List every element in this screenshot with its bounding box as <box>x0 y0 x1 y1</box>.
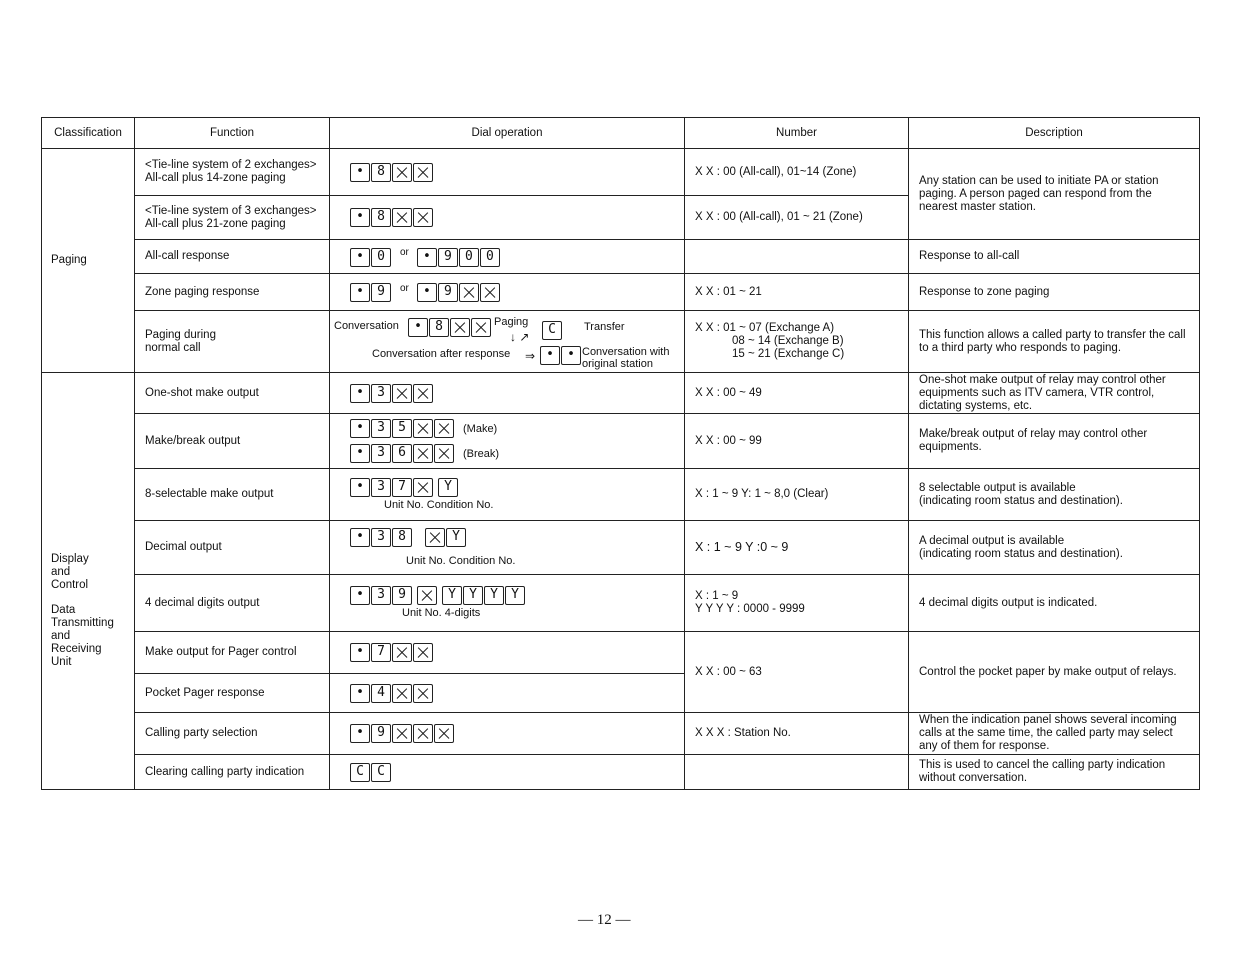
key-x <box>471 318 491 337</box>
header-row <box>42 118 1200 149</box>
description-cell: Response to all-call <box>909 240 1200 274</box>
function-cell: <Tie-line system of 3 exchanges> All-call plus 21-zone paging <box>135 196 330 240</box>
number-cell: X X : 00 ~ 63 <box>685 632 909 713</box>
header-function: Function <box>135 118 330 149</box>
key-8: 8 <box>429 318 449 337</box>
key-x <box>413 478 433 497</box>
table-row <box>42 414 1200 469</box>
key-y: Y <box>463 586 483 605</box>
key-7: 7 <box>392 478 412 497</box>
function-cell: Make output for Pager control <box>135 632 330 674</box>
key-dot: • <box>350 586 370 605</box>
table-row <box>42 373 1200 414</box>
function-cell: Calling party selection <box>135 713 330 755</box>
key-9: 9 <box>392 586 412 605</box>
dial-cell <box>330 373 685 414</box>
key-c: C <box>371 763 391 782</box>
key-y: Y <box>438 478 458 497</box>
key-x <box>392 643 412 662</box>
function-cell: 4 decimal digits output <box>135 575 330 632</box>
function-table <box>41 117 1200 790</box>
header-number: Number <box>685 118 909 149</box>
dial-cell <box>330 755 685 790</box>
description-cell: When the indication panel shows several incoming calls at the same time, the called party may select any of them for response. <box>909 713 1200 755</box>
description-cell: A decimal output is available (indicating room status and destination). <box>909 521 1200 575</box>
key-y: Y <box>446 528 466 547</box>
or-label: or <box>400 282 409 294</box>
key-9: 9 <box>371 724 391 743</box>
number-cell: X X : 00 ~ 99 <box>685 414 909 469</box>
transfer-diagram: Conversation • 8 Paging ↓ ↗ C Transfer Conversation after response ⇒ • • Conversation with original station <box>334 315 670 370</box>
key-x <box>417 586 437 605</box>
key-dot: • <box>350 163 370 182</box>
key-dot: • <box>350 528 370 547</box>
key-y: Y <box>442 586 462 605</box>
key-x <box>413 724 433 743</box>
number-cell: X X X : Station No. <box>685 713 909 755</box>
description-cell: This function allows a called party to transfer the call to a third party who responds to paging. <box>909 311 1200 373</box>
number-cell <box>685 755 909 790</box>
description-cell: Control the pocket paper by make output of relays. <box>909 632 1200 713</box>
dial-cell: • 3 9 Y Y Y Y Unit No. 4-digits <box>330 575 685 632</box>
key-dot: • <box>350 283 370 302</box>
key-dot: • <box>350 444 370 463</box>
key-dot: • <box>417 248 437 267</box>
function-cell: Make/break output <box>135 414 330 469</box>
number-cell: X : 1 ~ 9 Y :0 ~ 9 <box>685 521 909 575</box>
table-row <box>42 469 1200 521</box>
dial-cell <box>330 713 685 755</box>
key-dot: • <box>408 318 428 337</box>
key-0: 0 <box>459 248 479 267</box>
table-row <box>42 755 1200 790</box>
key-dot: • <box>561 346 581 365</box>
key-x <box>450 318 470 337</box>
dial-cell <box>330 149 685 196</box>
table-row <box>42 632 1200 674</box>
key-4: 4 <box>371 684 391 703</box>
arrow-down-icon: ↓ ↗ <box>510 329 530 344</box>
number-cell: X X : 01 ~ 21 <box>685 274 909 311</box>
key-0: 0 <box>480 248 500 267</box>
dial-cell: • 3 5 (Make) • 3 6 (Break) <box>330 414 685 469</box>
dial-cell <box>330 674 685 713</box>
key-x <box>413 419 433 438</box>
or-label: or <box>400 247 409 259</box>
key-x <box>413 684 433 703</box>
key-x <box>459 283 479 302</box>
dial-cell <box>330 196 685 240</box>
number-cell: X : 1 ~ 9 Y: 1 ~ 8,0 (Clear) <box>685 469 909 521</box>
function-cell: 8-selectable make output <box>135 469 330 521</box>
function-cell: Paging during normal call <box>135 311 330 373</box>
description-cell: Make/break output of relay may control other equipments. <box>909 414 1200 469</box>
number-cell <box>685 240 909 274</box>
number-cell: X X : 01 ~ 07 (Exchange A) 08 ~ 14 (Exchange B) 15 ~ 21 (Exchange C) <box>685 311 909 373</box>
key-x <box>392 163 412 182</box>
header-classification: Classification <box>42 118 135 149</box>
key-x <box>413 163 433 182</box>
key-8: 8 <box>371 208 391 227</box>
key-8: 8 <box>392 528 412 547</box>
table-row <box>42 521 1200 575</box>
key-x <box>392 724 412 743</box>
key-9: 9 <box>438 248 458 267</box>
key-x <box>425 528 445 547</box>
key-3: 3 <box>371 419 391 438</box>
table-row <box>42 149 1200 196</box>
function-cell: <Tie-line system of 2 exchanges> All-call plus 14-zone paging <box>135 149 330 196</box>
description-cell: Response to zone paging <box>909 274 1200 311</box>
key-7: 7 <box>371 643 391 662</box>
key-x <box>392 684 412 703</box>
key-3: 3 <box>371 384 391 403</box>
key-3: 3 <box>371 478 391 497</box>
key-0: 0 <box>371 248 391 267</box>
key-3: 3 <box>371 444 391 463</box>
key-8: 8 <box>371 163 391 182</box>
table-row <box>42 240 1200 274</box>
key-x <box>480 283 500 302</box>
key-6: 6 <box>392 444 412 463</box>
key-c: C <box>350 763 370 782</box>
dial-cell <box>330 632 685 674</box>
dial-cell <box>330 274 685 311</box>
key-dot: • <box>417 283 437 302</box>
key-dot: • <box>350 684 370 703</box>
description-cell: 8 selectable output is available (indicating room status and destination). <box>909 469 1200 521</box>
key-dot: • <box>350 724 370 743</box>
number-cell: X X : 00 (All-call), 01~14 (Zone) <box>685 149 909 196</box>
key-dot: • <box>350 208 370 227</box>
key-9: 9 <box>438 283 458 302</box>
function-cell: Decimal output <box>135 521 330 575</box>
function-cell: Clearing calling party indication <box>135 755 330 790</box>
arrow-right-icon: ⇒ <box>525 348 536 363</box>
function-cell: One-shot make output <box>135 373 330 414</box>
description-cell: One-shot make output of relay may control other equipments such as ITV camera, VTR control, dictating systems, etc. <box>909 373 1200 414</box>
function-cell: All-call response <box>135 240 330 274</box>
key-x <box>434 724 454 743</box>
dial-cell <box>330 311 685 373</box>
function-cell: Pocket Pager response <box>135 674 330 713</box>
key-3: 3 <box>371 586 391 605</box>
description-cell: This is used to cancel the calling party indication without conversation. <box>909 755 1200 790</box>
page-number: — 12 — <box>578 912 631 928</box>
table-row <box>42 575 1200 632</box>
key-5: 5 <box>392 419 412 438</box>
dial-cell: • 3 7 Y Unit No. Condition No. <box>330 469 685 521</box>
key-x <box>413 384 433 403</box>
number-cell: X X : 00 (All-call), 01 ~ 21 (Zone) <box>685 196 909 240</box>
function-cell: Zone paging response <box>135 274 330 311</box>
key-dot: • <box>350 478 370 497</box>
key-9: 9 <box>371 283 391 302</box>
key-x <box>392 384 412 403</box>
group-display: Display and Control Data Transmitting and Receiving Unit <box>42 373 135 790</box>
key-x <box>413 208 433 227</box>
table-row <box>42 311 1200 373</box>
dial-cell <box>330 240 685 274</box>
header-description: Description <box>909 118 1200 149</box>
dial-cell: • 3 8 Y Unit No. Condition No. <box>330 521 685 575</box>
key-x <box>434 419 454 438</box>
table-row <box>42 713 1200 755</box>
group-paging: Paging <box>42 149 135 373</box>
description-cell: 4 decimal digits output is indicated. <box>909 575 1200 632</box>
key-dot: • <box>350 419 370 438</box>
key-x <box>413 444 433 463</box>
key-y: Y <box>505 586 525 605</box>
key-x <box>392 208 412 227</box>
key-dot: • <box>350 384 370 403</box>
key-3: 3 <box>371 528 391 547</box>
header-dial: Dial operation <box>330 118 685 149</box>
table-row <box>42 274 1200 311</box>
number-cell: X : 1 ~ 9 Y Y Y Y : 0000 - 9999 <box>685 575 909 632</box>
key-dot: • <box>540 346 560 365</box>
key-y: Y <box>484 586 504 605</box>
number-cell: X X : 00 ~ 49 <box>685 373 909 414</box>
key-x <box>413 643 433 662</box>
description-cell: Any station can be used to initiate PA or station paging. A person paged can respond from the nearest master station. <box>909 149 1200 240</box>
key-dot: • <box>350 248 370 267</box>
key-dot: • <box>350 643 370 662</box>
key-x <box>434 444 454 463</box>
key-c: C <box>542 321 562 340</box>
